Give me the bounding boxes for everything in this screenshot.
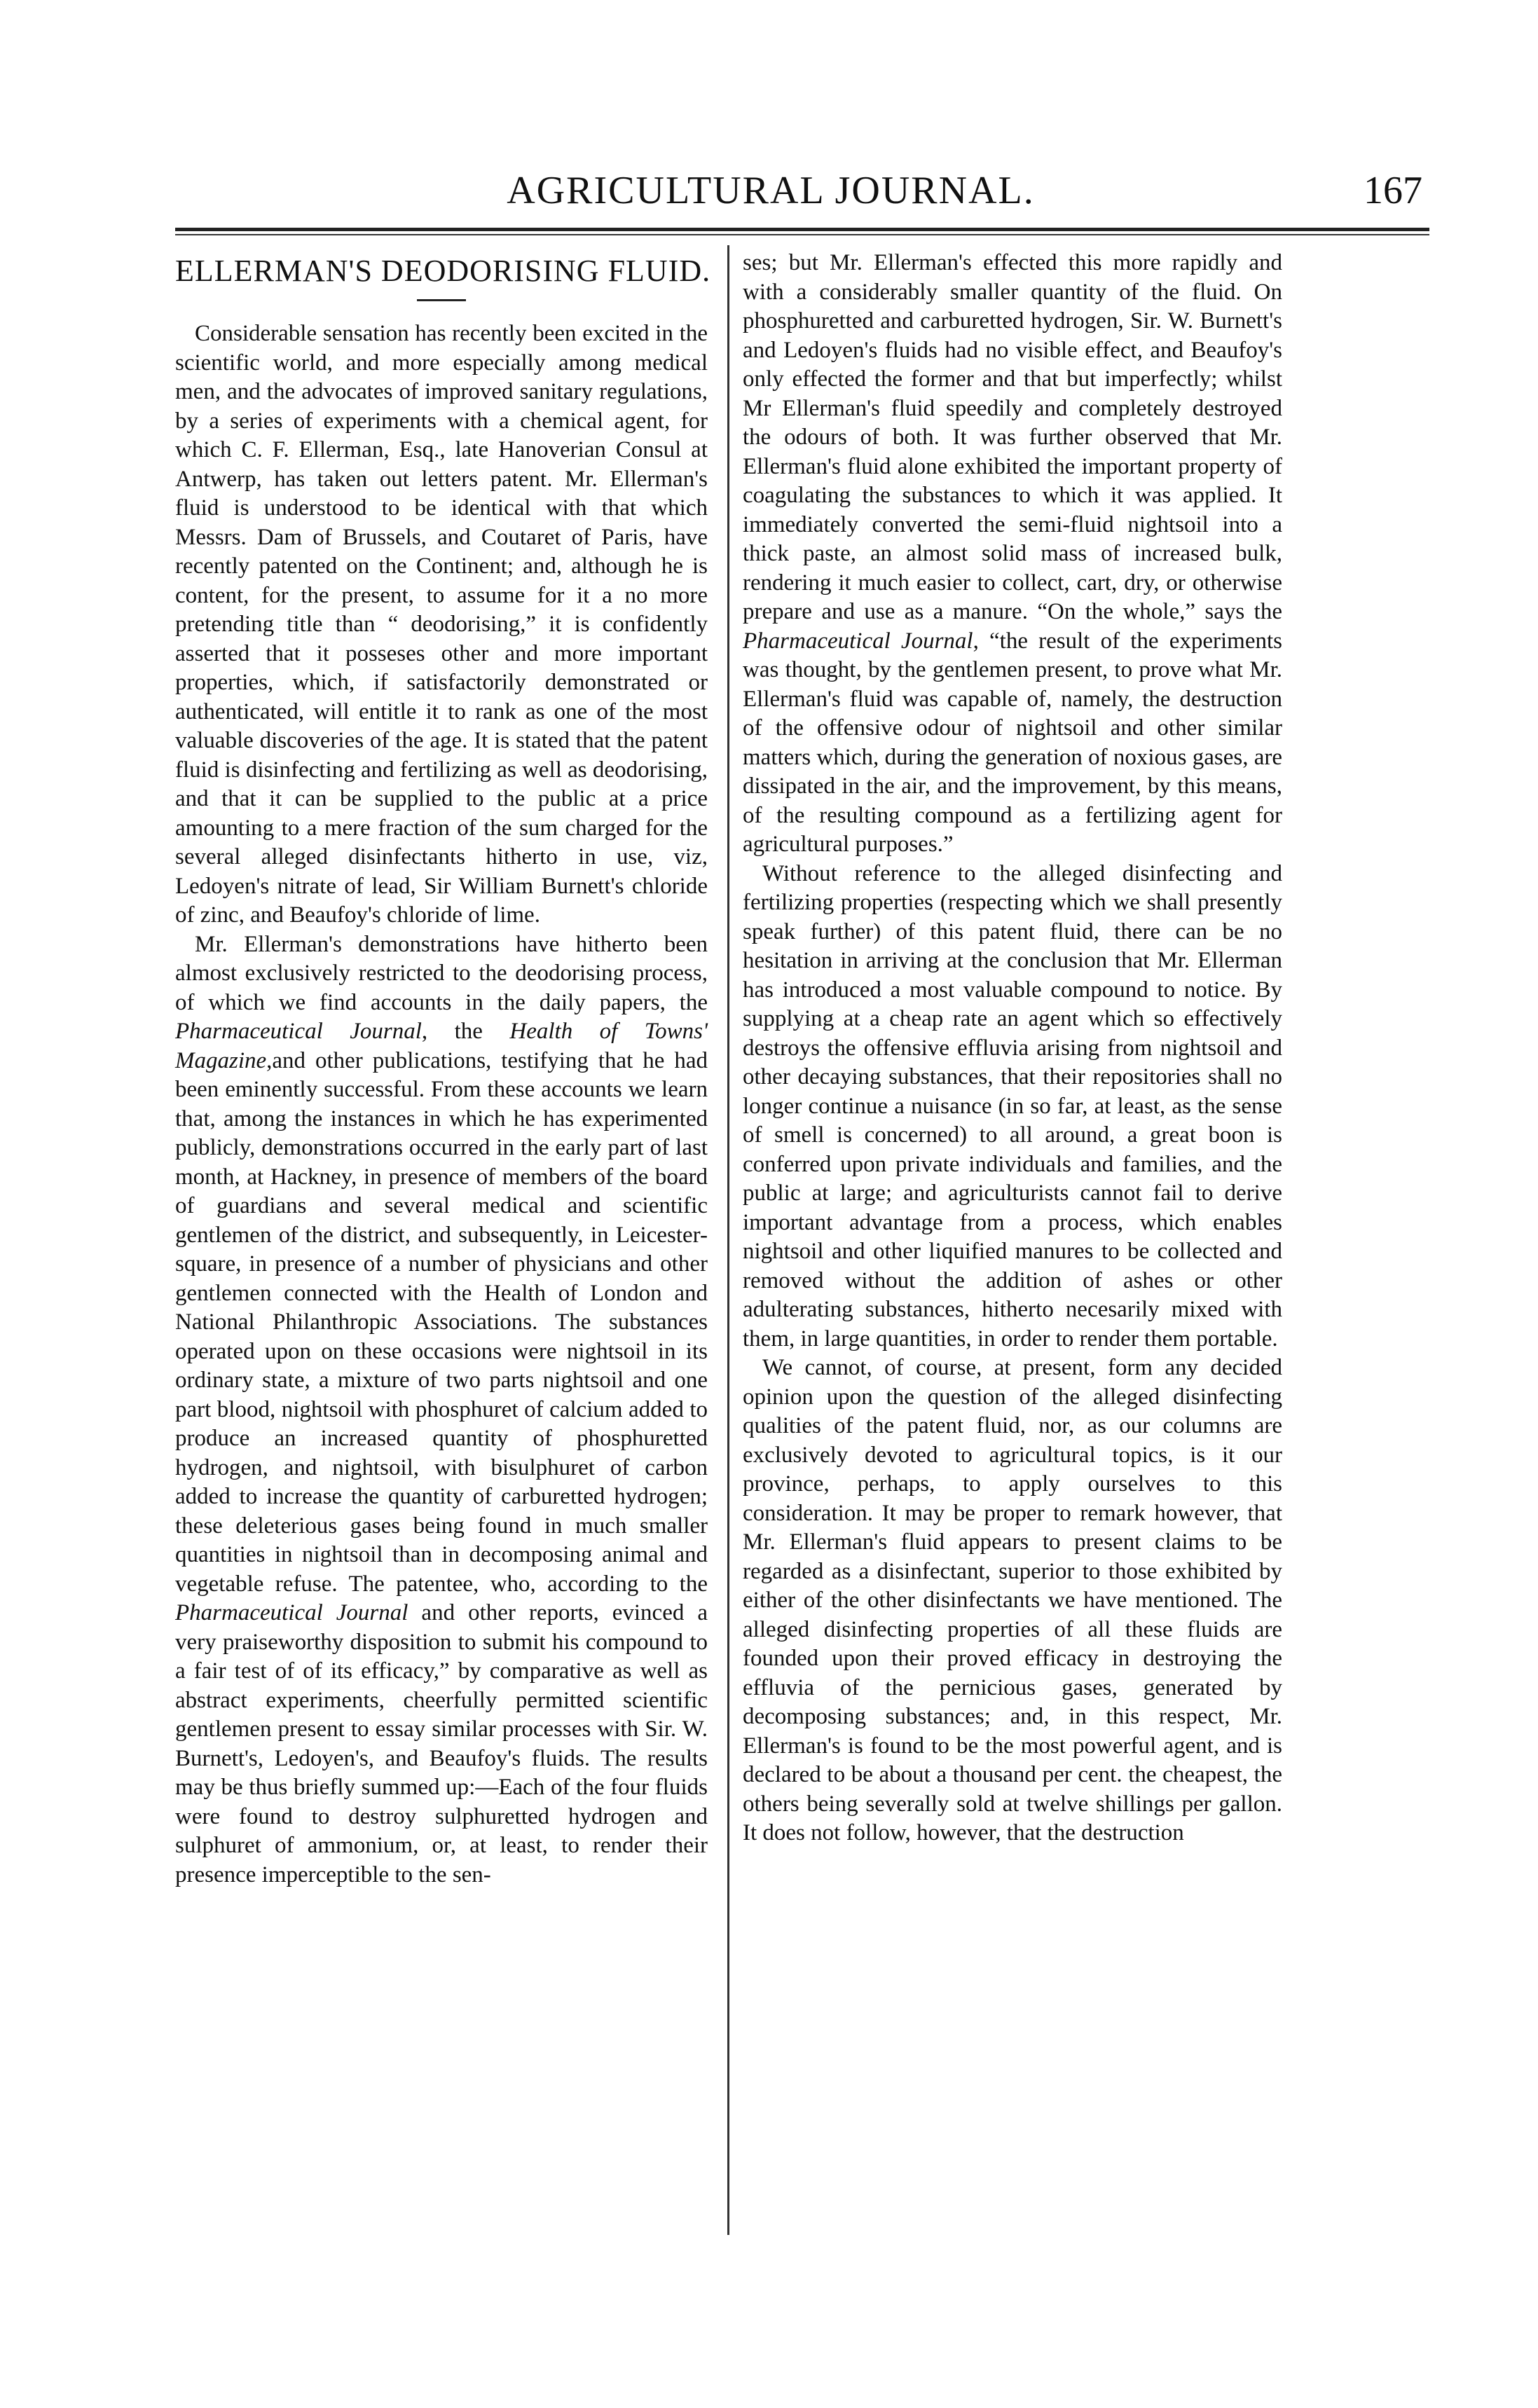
paragraph-text: , the [421, 1019, 510, 1044]
italic-title-text: Pharmaceutical Journal [175, 1019, 422, 1044]
paragraph-text: Without reference to the alleged disinfecting and fertilizing properties (respecting which we shall presently speak further) of this patent fluid, there can be no hesitation in arriving at the conclusion that Mr. Ellerman has introduced a most valuable compound to notice. By supplying at a cheap rate an agent which so effectively destroys the offensive effluvia arising from nightsoil and other decaying substances, that their repositories shall no longer continue a nuisance (in so far, at least, as the sense of smell is concerned) to all around, a great boon is conferred upon private individuals and families, and the public at large; and agriculturists cannot fail to derive important advantage from a process, which enables nightsoil and other liquified manures to be collected and removed without the addition of ashes or other adulterating substances, hitherto necesarily mixed with them, in large quantities, in order to render them portable. [743, 860, 1282, 1351]
left-column-body [175, 319, 708, 1890]
italic-title-text: Pharmaceutical Journal [743, 628, 973, 654]
running-head [0, 168, 1538, 217]
header-rule-thin [175, 234, 1429, 235]
left-column [175, 249, 711, 1890]
header-rule-thick [175, 228, 1429, 231]
article-paragraph [743, 1354, 1282, 1848]
italic-title-text: Pharmaceutical Journal [175, 1600, 408, 1625]
page-number: 167 [1364, 169, 1422, 212]
paragraph-text: Mr. Ellerman's demonstrations have hitherto been almost exclusively restricted to the deodorising process, of which we find accounts in the daily papers, the [175, 931, 708, 1015]
paragraph-text: and other reports, evinced a very praiseworthy disposition to submit his compound to a fair test of of its efficacy,” by comparative as well as abstract experiments, cheerfully permitted scientific gentlemen present to essay similar processes with Sir. W. Burnett's, Ledoyen's, and Beaufoy's fluids. The results may be thus briefly summed up:—Each of the four fluids were found to destroy sulphuretted hydrogen and sulphuret of ammonium, or, at least, to render their presence imperceptible to the sen- [175, 1600, 708, 1887]
paragraph-text: ,and other publications, testifying that he had been eminently successful. From these accounts we learn that, among the instances in which he has experimented publicly, demonstrations occurred in the early part of last month, at Hackney, in presence of members of the board of guardians and several medical and scientific gentlemen of the district, and subsequently, in Leicester-square, in presence of a number of physicians and other gentlemen connected with the Health of London and National Philanthropic Associations. The substances operated upon on these occasions were nightsoil in its ordinary state, a mixture of two parts nightsoil and one part blood, nightsoil with phosphuret of calcium added to produce an increased quantity of phosphuretted hydrogen, and nightsoil, with bisulphuret of carbon added to increase the quantity of carburetted hydrogen; these deleterious gases being found in much smaller quantities in nightsoil than in decomposing animal and vegetable refuse. The patentee, who, according to the [175, 1047, 708, 1597]
article-paragraph [175, 930, 708, 1890]
paragraph-text: Considerable sensation has recently been excited in the scientific world, and more especially among medical men, and the advocates of improved sanitary regulations, by a series of experiments with a chemical agent, for which C. F. Ellerman, Esq., late Hanoverian Consul at Antwerp, has taken out letters patent. Mr. Ellerman's fluid is understood to be identical with that which Messrs. Dam of Brussels, and Coutaret of Paris, have recently patented on the Continent; and, although he is content, for the present, to assume for it a no more pretending title than “ deodorising,” it is confidently asserted that it posseses other and more important properties, which, if satisfactorily demonstrated or authenticated, will entitle it to rank as one of the most valuable discoveries of the age. It is stated that the patent fluid is disinfecting and fertilizing as well as deodorising, and that it can be supplied to the public at a price amounting to a mere fraction of the sum charged for the several alleged disinfectants hitherto in use, viz, Ledoyen's nitrate of lead, Sir William Burnett's chloride of zinc, and Beaufoy's chloride of lime. [175, 321, 708, 928]
article-heading: ELLERMAN'S DEODORISING FLUID. [175, 254, 711, 288]
article-paragraph [743, 860, 1282, 1354]
paragraph-text: ses; but Mr. Ellerman's effected this more rapidly and with a considerably smaller quantity of the fluid. On phosphuretted and carburetted hydrogen, Sir. W. Burnett's and Ledoyen's fluids had no visible effect, and Beaufoy's only effected the former and that but imperfectly; whilst Mr Ellerman's fluid speedily and completely destroyed the odours of both. It was further observed that Mr. Ellerman's fluid alone exhibited the important property of coagulating the substances to which it was applied. It immediately converted the semi-fluid nightsoil into a thick paste, an almost solid mass of increased bulk, rendering it much easier to collect, cart, dry, or otherwise prepare and use as a manure. “On the whole,” says the [743, 250, 1282, 624]
italic-title-text: Health of Towns' Magazine [175, 1019, 708, 1073]
article-paragraph [743, 249, 1282, 860]
running-title: AGRICULTURAL JOURNAL. [507, 169, 1035, 212]
paragraph-text: , “the result of the experiments was thought, by the gentlemen present, to prove what Mr. Ellerman's fluid was capable of, namely, the destruction of the offensive odour of nightsoil and other similar matters which, during the generation of noxious gases, are dissipated in the air, and the improvement, by this means, of the resulting compound as a fertilizing agent for agricultural purposes.” [743, 628, 1282, 857]
column-divider [727, 245, 729, 2235]
article-paragraph [175, 319, 708, 930]
heading-rule [417, 299, 466, 301]
right-column [743, 249, 1282, 1848]
paragraph-text: We cannot, of course, at present, form any decided opinion upon the question of the alleged disinfecting qualities of the patent fluid, nor, as our columns are exclusively devoted to agricultural topics, is it our province, perhaps, to apply ourselves to this consideration. It may be proper to remark however, that Mr. Ellerman's fluid appears to present claims to be regarded as a disinfectant, superior to those exhibited by either of the other disinfectants we have mentioned. The alleged disinfecting properties of all these fluids are founded upon their proved efficacy in destroying the effluvia of the pernicious gases, generated by decomposing substances; and, in this respect, Mr. Ellerman's is found to be the most powerful agent, and is declared to be about a thousand per cent. the cheapest, the others being severally sold at twelve shillings per gallon. It does not follow, however, that the destruction [743, 1355, 1282, 1845]
right-column-body [743, 249, 1282, 1848]
